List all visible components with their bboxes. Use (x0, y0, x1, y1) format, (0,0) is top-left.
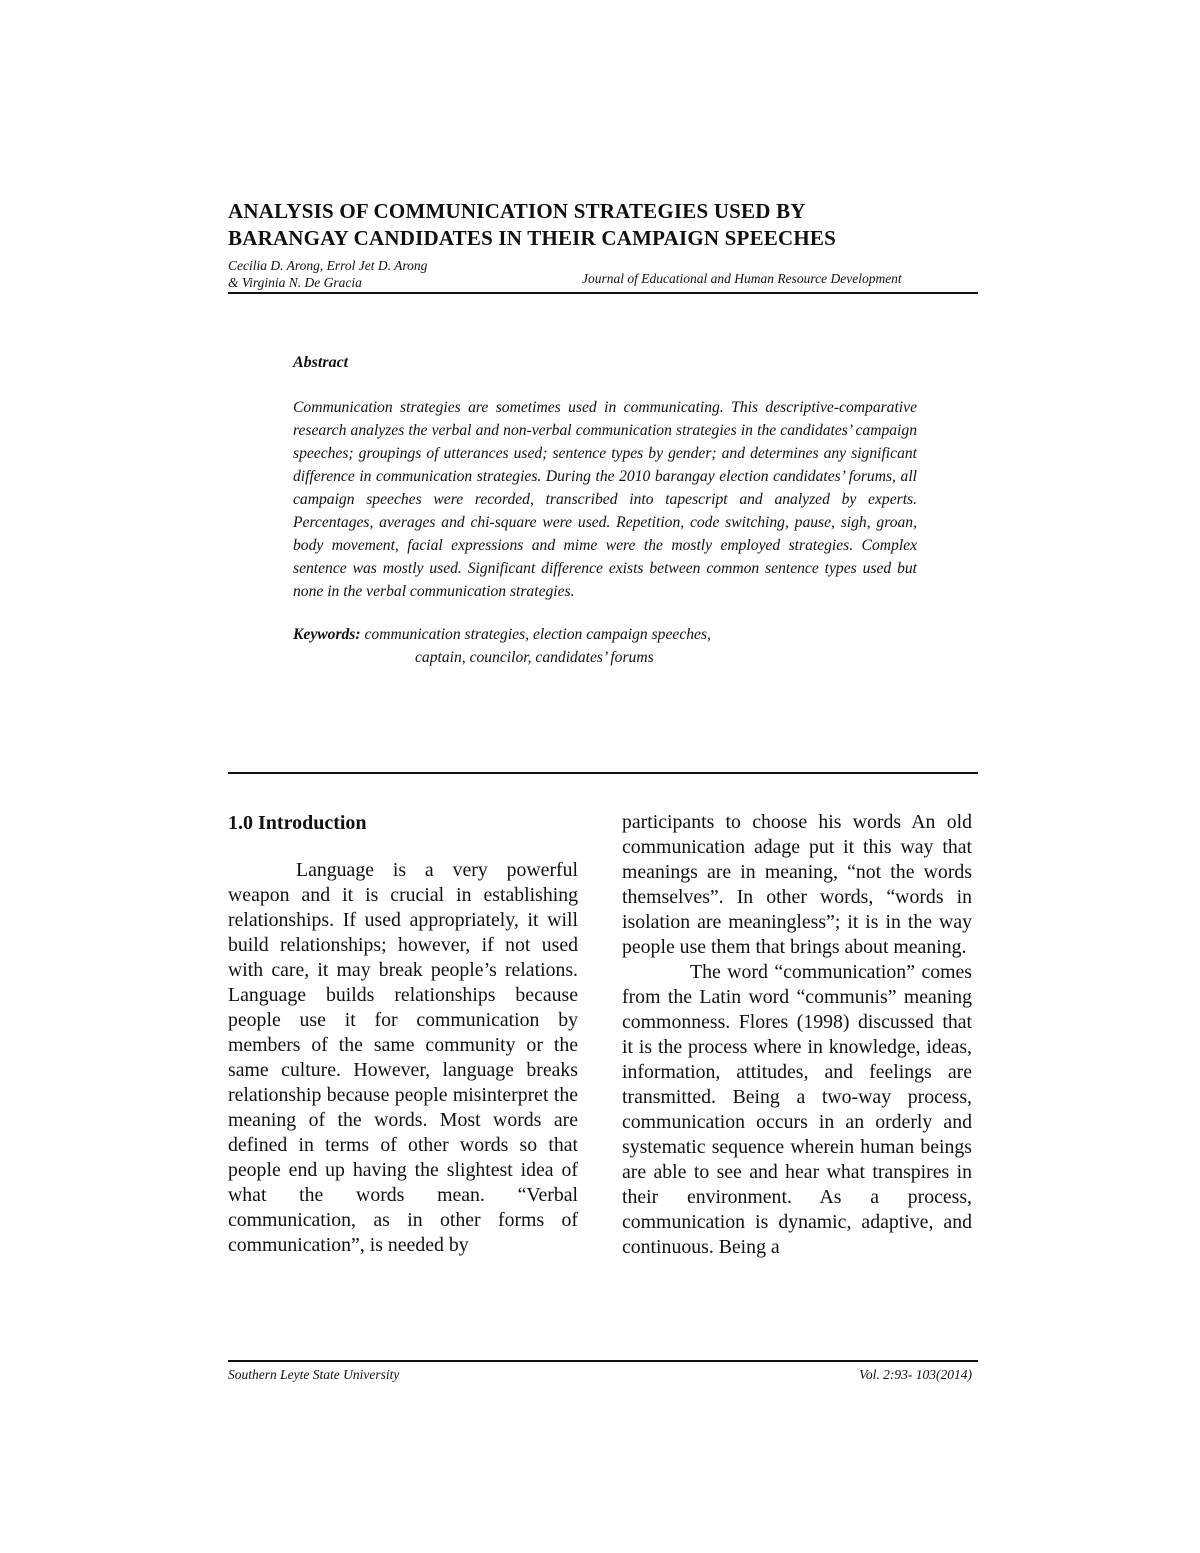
author-list (228, 257, 558, 291)
right-column (622, 810, 972, 1260)
intro-paragraph-3: The word “communication” comes from the Latin word “communis” meaning commonness. Flores (1998) discussed that it is the process where in knowledge, ideas, information, attitudes, and feelings are transmitted. Being a two-way process, communication occurs in an orderly and systematic sequence wherein human beings are able to see and hear what transpires in their environment. As a process, communication is dynamic, adaptive, and continuous. Being a (622, 961, 972, 1258)
keywords-line-1: communication strategies, election campaign speeches, (364, 626, 711, 643)
left-column (228, 810, 578, 1258)
keywords-label: Keywords: (293, 626, 361, 643)
keywords (293, 623, 917, 669)
intro-paragraph-2: participants to choose his words An old communication adage put it this way that meanings are in meaning, “not the words themselves”. In other words, “words in isolation are meaningless”; it is in the way people use them that brings about meaning. (622, 811, 972, 958)
abstract-rule (228, 772, 978, 774)
intro-paragraph-1: Language is a very powerful weapon and it is crucial in establishing relationships. If used appropriately, it will build relationships; however, if not used with care, it may break people’s relations. Language builds relationships because people use it for communication by members of the same community or the same culture. However, language breaks relationship because people misinterpret the meaning of the words. Most words are defined in terms of other words so that people end up having the slightest idea of what the words mean. “Verbal communication, as in other forms of communication”, is needed by (228, 859, 578, 1256)
section-heading-introduction: 1.0 Introduction (228, 812, 367, 834)
header-rule (228, 292, 978, 294)
journal-name: Journal of Educational and Human Resource Development (582, 271, 902, 286)
keywords-line-2: captain, councilor, candidates’ forums (415, 649, 654, 666)
footer-institution: Southern Leyte State University (228, 1367, 400, 1382)
abstract-body: Communication strategies are sometimes used in communicating. This descriptive-comparative research analyzes the verbal and non-verbal communication strategies in the candidates’ campaign speeches; groupings of utterances used; sentence types by gender; and determines any significant difference in communication strategies. During the 2010 barangay election candidates’ forums, all campaign speeches were recorded, transcribed into tapescript and analyzed by experts. Percentages, averages and chi-square were used. Repetition, code switching, pause, sigh, groan, body movement, facial expressions and mime were the mostly employed strategies. Complex sentence was mostly used. Significant difference exists between common sentence types used but none in the verbal communication strategies. (293, 399, 917, 600)
abstract-heading: Abstract (293, 354, 349, 371)
footer-rule (228, 1360, 978, 1362)
title-line-1: ANALYSIS OF COMMUNICATION STRATEGIES USED BY (228, 199, 806, 223)
footer-volume: Vol. 2:93- 103(2014) (859, 1367, 972, 1382)
author-line-2: & Virginia N. De Gracia (228, 275, 362, 290)
abstract-section (293, 352, 917, 669)
title-line-2: BARANGAY CANDIDATES IN THEIR CAMPAIGN SPEECHES (228, 226, 836, 250)
paper-title (228, 198, 988, 252)
author-line-1: Cecilia D. Arong, Errol Jet D. Arong (228, 258, 428, 273)
